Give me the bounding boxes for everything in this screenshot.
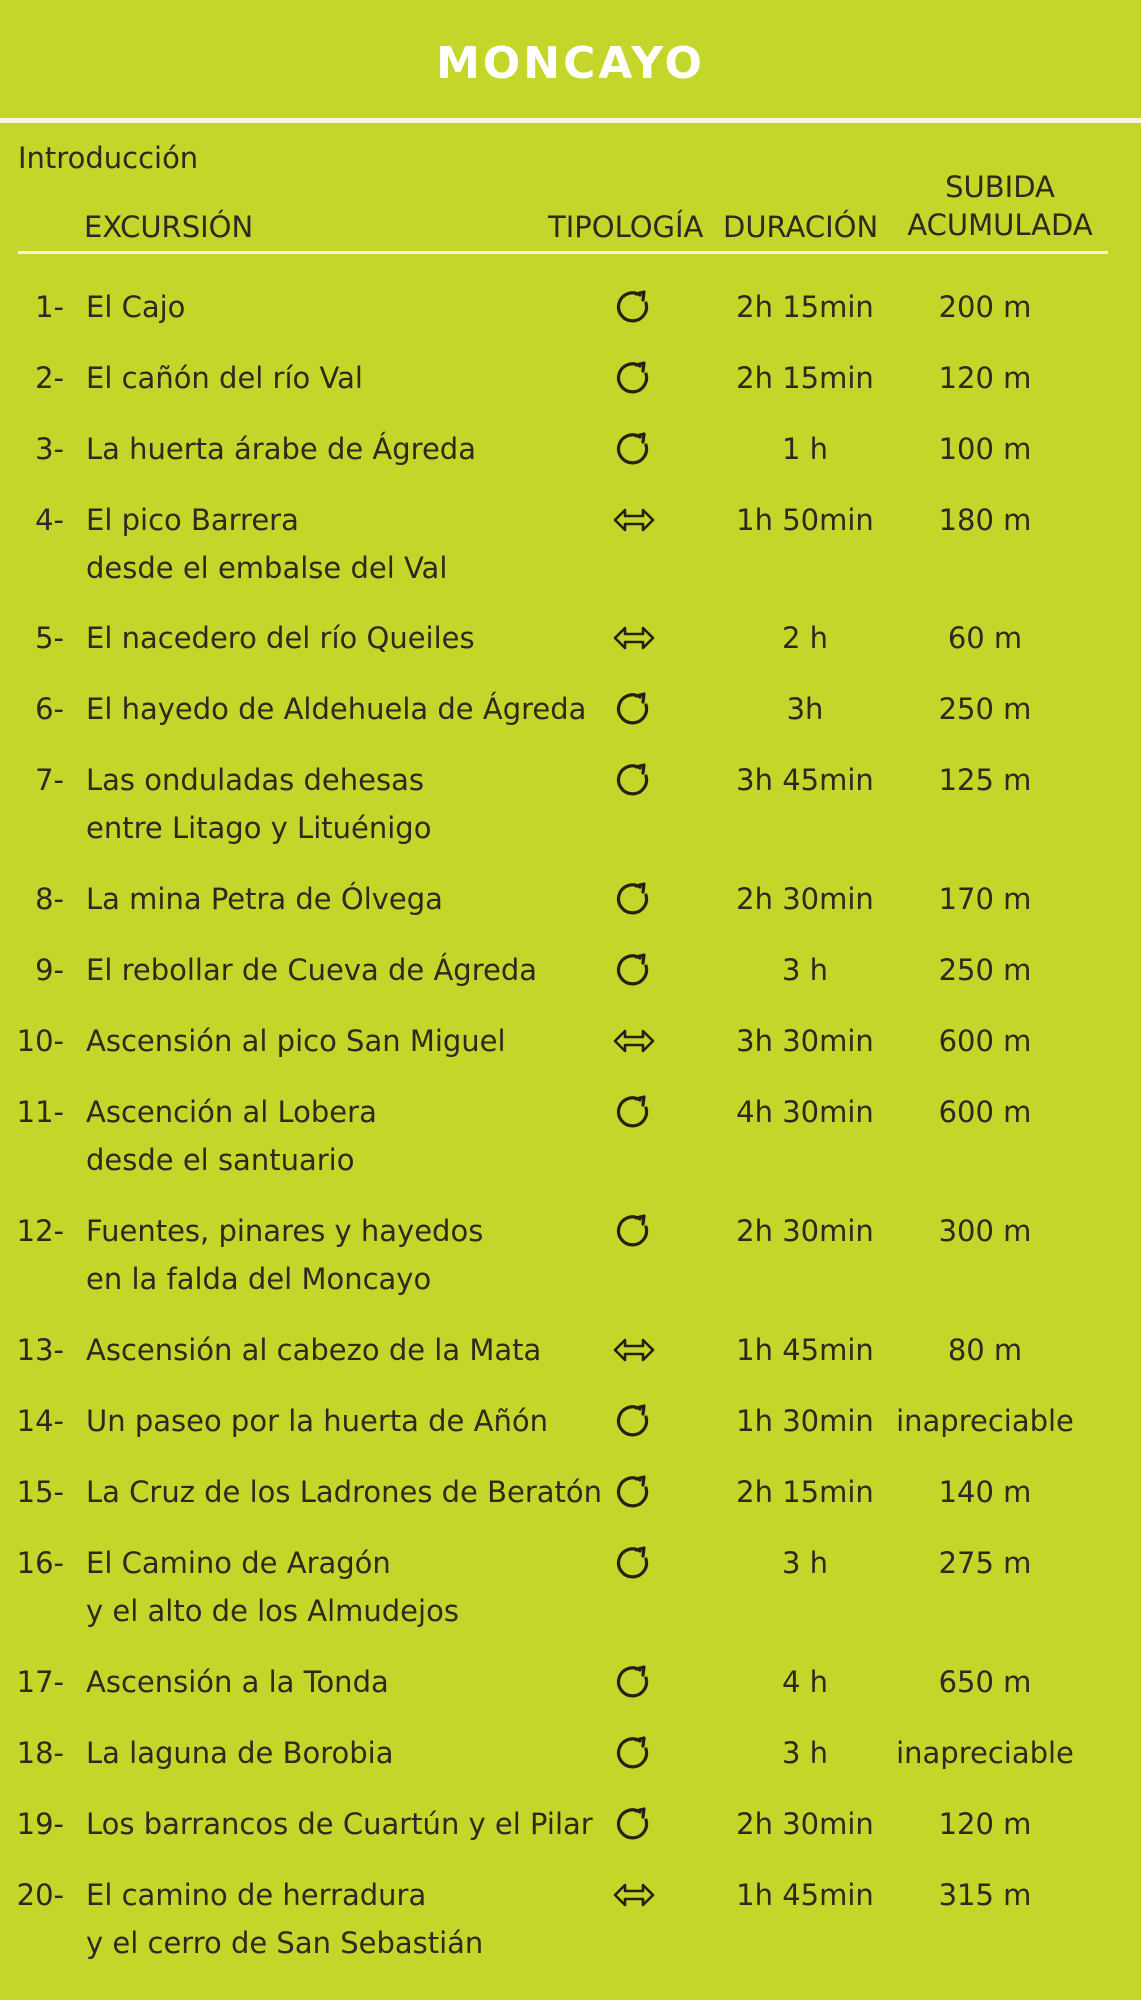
header-subida	[900, 168, 1100, 244]
circular-icon	[606, 1729, 662, 1777]
row-number: 2-	[35, 361, 64, 395]
duration: 3h 45min	[736, 763, 874, 797]
excursion-name-line1: Ascensión al cabezo de la Mata	[86, 1333, 542, 1367]
excursion-name-line1: Ascensión a la Tonda	[86, 1665, 389, 1699]
duration: 2h 30min	[736, 882, 874, 916]
circular-icon	[606, 1658, 662, 1706]
excursion-name	[86, 1658, 606, 1706]
excursion-name	[86, 1729, 606, 1777]
excursion-name	[86, 1397, 606, 1445]
ascent: 600 m	[938, 1024, 1032, 1058]
excursion-name	[86, 425, 606, 473]
excursion-name-line1: Fuentes, pinares y hayedos	[86, 1214, 484, 1248]
circular-icon	[606, 1539, 662, 1587]
duration: 2h 30min	[736, 1807, 874, 1841]
duration: 1h 45min	[736, 1333, 874, 1367]
row-number: 19-	[16, 1807, 64, 1841]
circular-icon	[606, 1800, 662, 1848]
excursion-name	[86, 1468, 606, 1516]
row-number: 8-	[35, 882, 64, 916]
excursion-name	[86, 1539, 606, 1635]
duration: 4h 30min	[736, 1095, 874, 1129]
circular-icon	[606, 875, 662, 923]
excursion-name	[86, 283, 606, 331]
duration: 2h 30min	[736, 1214, 874, 1248]
row-number: 15-	[16, 1475, 64, 1509]
row-number: 7-	[35, 763, 64, 797]
excursion-name-line1: La huerta árabe de Ágreda	[86, 432, 476, 466]
excursion-name-line1: El Cajo	[86, 290, 186, 324]
title-divider	[0, 118, 1141, 123]
duration: 1h 45min	[736, 1878, 874, 1912]
excursion-name-line2: y el alto de los Almudejos	[86, 1594, 459, 1628]
excursion-name-line1: Ascención al Lobera	[86, 1095, 377, 1129]
header-duracion: DURACIÓN	[723, 210, 879, 244]
excursion-name	[86, 1017, 606, 1065]
intro-link[interactable]: Introducción	[18, 141, 199, 175]
excursion-name	[86, 756, 606, 852]
header-subida-line1: SUBIDA	[945, 170, 1055, 204]
excursion-name	[86, 946, 606, 994]
excursion-name-line1: Los barrancos de Cuartún y el Pilar	[86, 1807, 593, 1841]
duration: 1h 50min	[736, 503, 874, 537]
excursion-name-line1: Las onduladas dehesas	[86, 763, 424, 797]
ascent: 80 m	[947, 1333, 1023, 1367]
duration: 3 h	[781, 953, 829, 987]
excursion-name	[86, 1800, 606, 1848]
ascent: 180 m	[938, 503, 1032, 537]
circular-icon	[606, 685, 662, 733]
circular-icon	[606, 756, 662, 804]
duration: 2h 15min	[736, 1475, 874, 1509]
excursion-name-line1: El hayedo de Aldehuela de Ágreda	[86, 692, 587, 726]
ascent: 170 m	[938, 882, 1032, 916]
ascent: 120 m	[938, 1807, 1032, 1841]
excursion-name-line1: El Camino de Aragón	[86, 1546, 391, 1580]
ascent: 125 m	[938, 763, 1032, 797]
ascent: 600 m	[938, 1095, 1032, 1129]
excursion-name	[86, 1088, 606, 1184]
row-number: 20-	[16, 1878, 64, 1912]
ascent: 275 m	[938, 1546, 1032, 1580]
excursion-name-line1: Ascensión al pico San Miguel	[86, 1024, 506, 1058]
circular-icon	[606, 425, 662, 473]
row-number: 6-	[35, 692, 64, 726]
excursion-name	[86, 685, 606, 733]
excursion-name-line2: entre Litago y Lituénigo	[86, 811, 432, 845]
row-number: 5-	[35, 621, 64, 655]
excursion-name	[86, 614, 606, 662]
excursion-name-line1: La mina Petra de Ólvega	[86, 882, 443, 916]
row-number: 3-	[35, 432, 64, 466]
ascent: inapreciable	[896, 1404, 1074, 1438]
duration: 4 h	[781, 1665, 829, 1699]
ascent: 200 m	[938, 290, 1032, 324]
linear-icon	[606, 1871, 662, 1919]
excursion-name-line2: desde el santuario	[86, 1143, 355, 1177]
duration: 3 h	[781, 1736, 829, 1770]
excursion-name-line2: en la falda del Moncayo	[86, 1262, 432, 1296]
row-number: 16-	[16, 1546, 64, 1580]
header-excursion: EXCURSIÓN	[84, 210, 254, 244]
header-divider	[18, 251, 1108, 254]
duration: 1 h	[781, 432, 829, 466]
row-number: 12-	[16, 1214, 64, 1248]
ascent: 250 m	[938, 692, 1032, 726]
linear-icon	[606, 1326, 662, 1374]
circular-icon	[606, 1468, 662, 1516]
ascent: 650 m	[938, 1665, 1032, 1699]
linear-icon	[606, 614, 662, 662]
duration: 1h 30min	[736, 1404, 874, 1438]
excursion-name	[86, 496, 606, 592]
ascent: 300 m	[938, 1214, 1032, 1248]
row-number: 17-	[16, 1665, 64, 1699]
header-tipologia: TIPOLOGÍA	[548, 210, 704, 244]
linear-icon	[606, 1017, 662, 1065]
excursion-name	[86, 354, 606, 402]
duration: 3h 30min	[736, 1024, 874, 1058]
duration: 2h 15min	[736, 290, 874, 324]
ascent: 120 m	[938, 361, 1032, 395]
row-number: 4-	[35, 503, 64, 537]
duration: 2 h	[781, 621, 829, 655]
excursion-name-line1: Un paseo por la huerta de Añón	[86, 1404, 548, 1438]
row-number: 10-	[16, 1024, 64, 1058]
excursion-name	[86, 1207, 606, 1303]
excursion-name-line1: La laguna de Borobia	[86, 1736, 394, 1770]
circular-icon	[606, 1397, 662, 1445]
ascent: 315 m	[938, 1878, 1032, 1912]
linear-icon	[606, 496, 662, 544]
excursion-name-line2: y el cerro de San Sebastián	[86, 1926, 484, 1960]
excursion-name	[86, 1326, 606, 1374]
row-number: 11-	[16, 1095, 64, 1129]
row-number: 18-	[16, 1736, 64, 1770]
duration: 3h	[786, 692, 824, 726]
circular-icon	[606, 1088, 662, 1136]
excursion-name	[86, 1871, 606, 1967]
circular-icon	[606, 354, 662, 402]
circular-icon	[606, 946, 662, 994]
excursion-name-line1: El rebollar de Cueva de Ágreda	[86, 953, 538, 987]
row-number: 1-	[35, 290, 64, 324]
row-number: 14-	[16, 1404, 64, 1438]
excursion-name-line2: desde el embalse del Val	[86, 551, 448, 585]
duration: 2h 15min	[736, 361, 874, 395]
excursion-name	[86, 875, 606, 923]
ascent: 250 m	[938, 953, 1032, 987]
ascent: 60 m	[947, 621, 1023, 655]
duration: 3 h	[781, 1546, 829, 1580]
excursion-name-line1: El nacedero del río Queiles	[86, 621, 475, 655]
page-title: MONCAYO	[436, 38, 705, 89]
circular-icon	[606, 1207, 662, 1255]
row-number: 13-	[16, 1333, 64, 1367]
circular-icon	[606, 283, 662, 331]
excursion-name-line1: El pico Barrera	[86, 503, 299, 537]
ascent: 140 m	[938, 1475, 1032, 1509]
row-number: 9-	[35, 953, 64, 987]
header-subida-line2: ACUMULADA	[907, 208, 1093, 242]
excursion-name-line1: La Cruz de los Ladrones de Beratón	[86, 1475, 603, 1509]
excursion-name-line1: El cañón del río Val	[86, 361, 363, 395]
ascent: inapreciable	[896, 1736, 1074, 1770]
excursion-name-line1: El camino de herradura	[86, 1878, 427, 1912]
ascent: 100 m	[938, 432, 1032, 466]
